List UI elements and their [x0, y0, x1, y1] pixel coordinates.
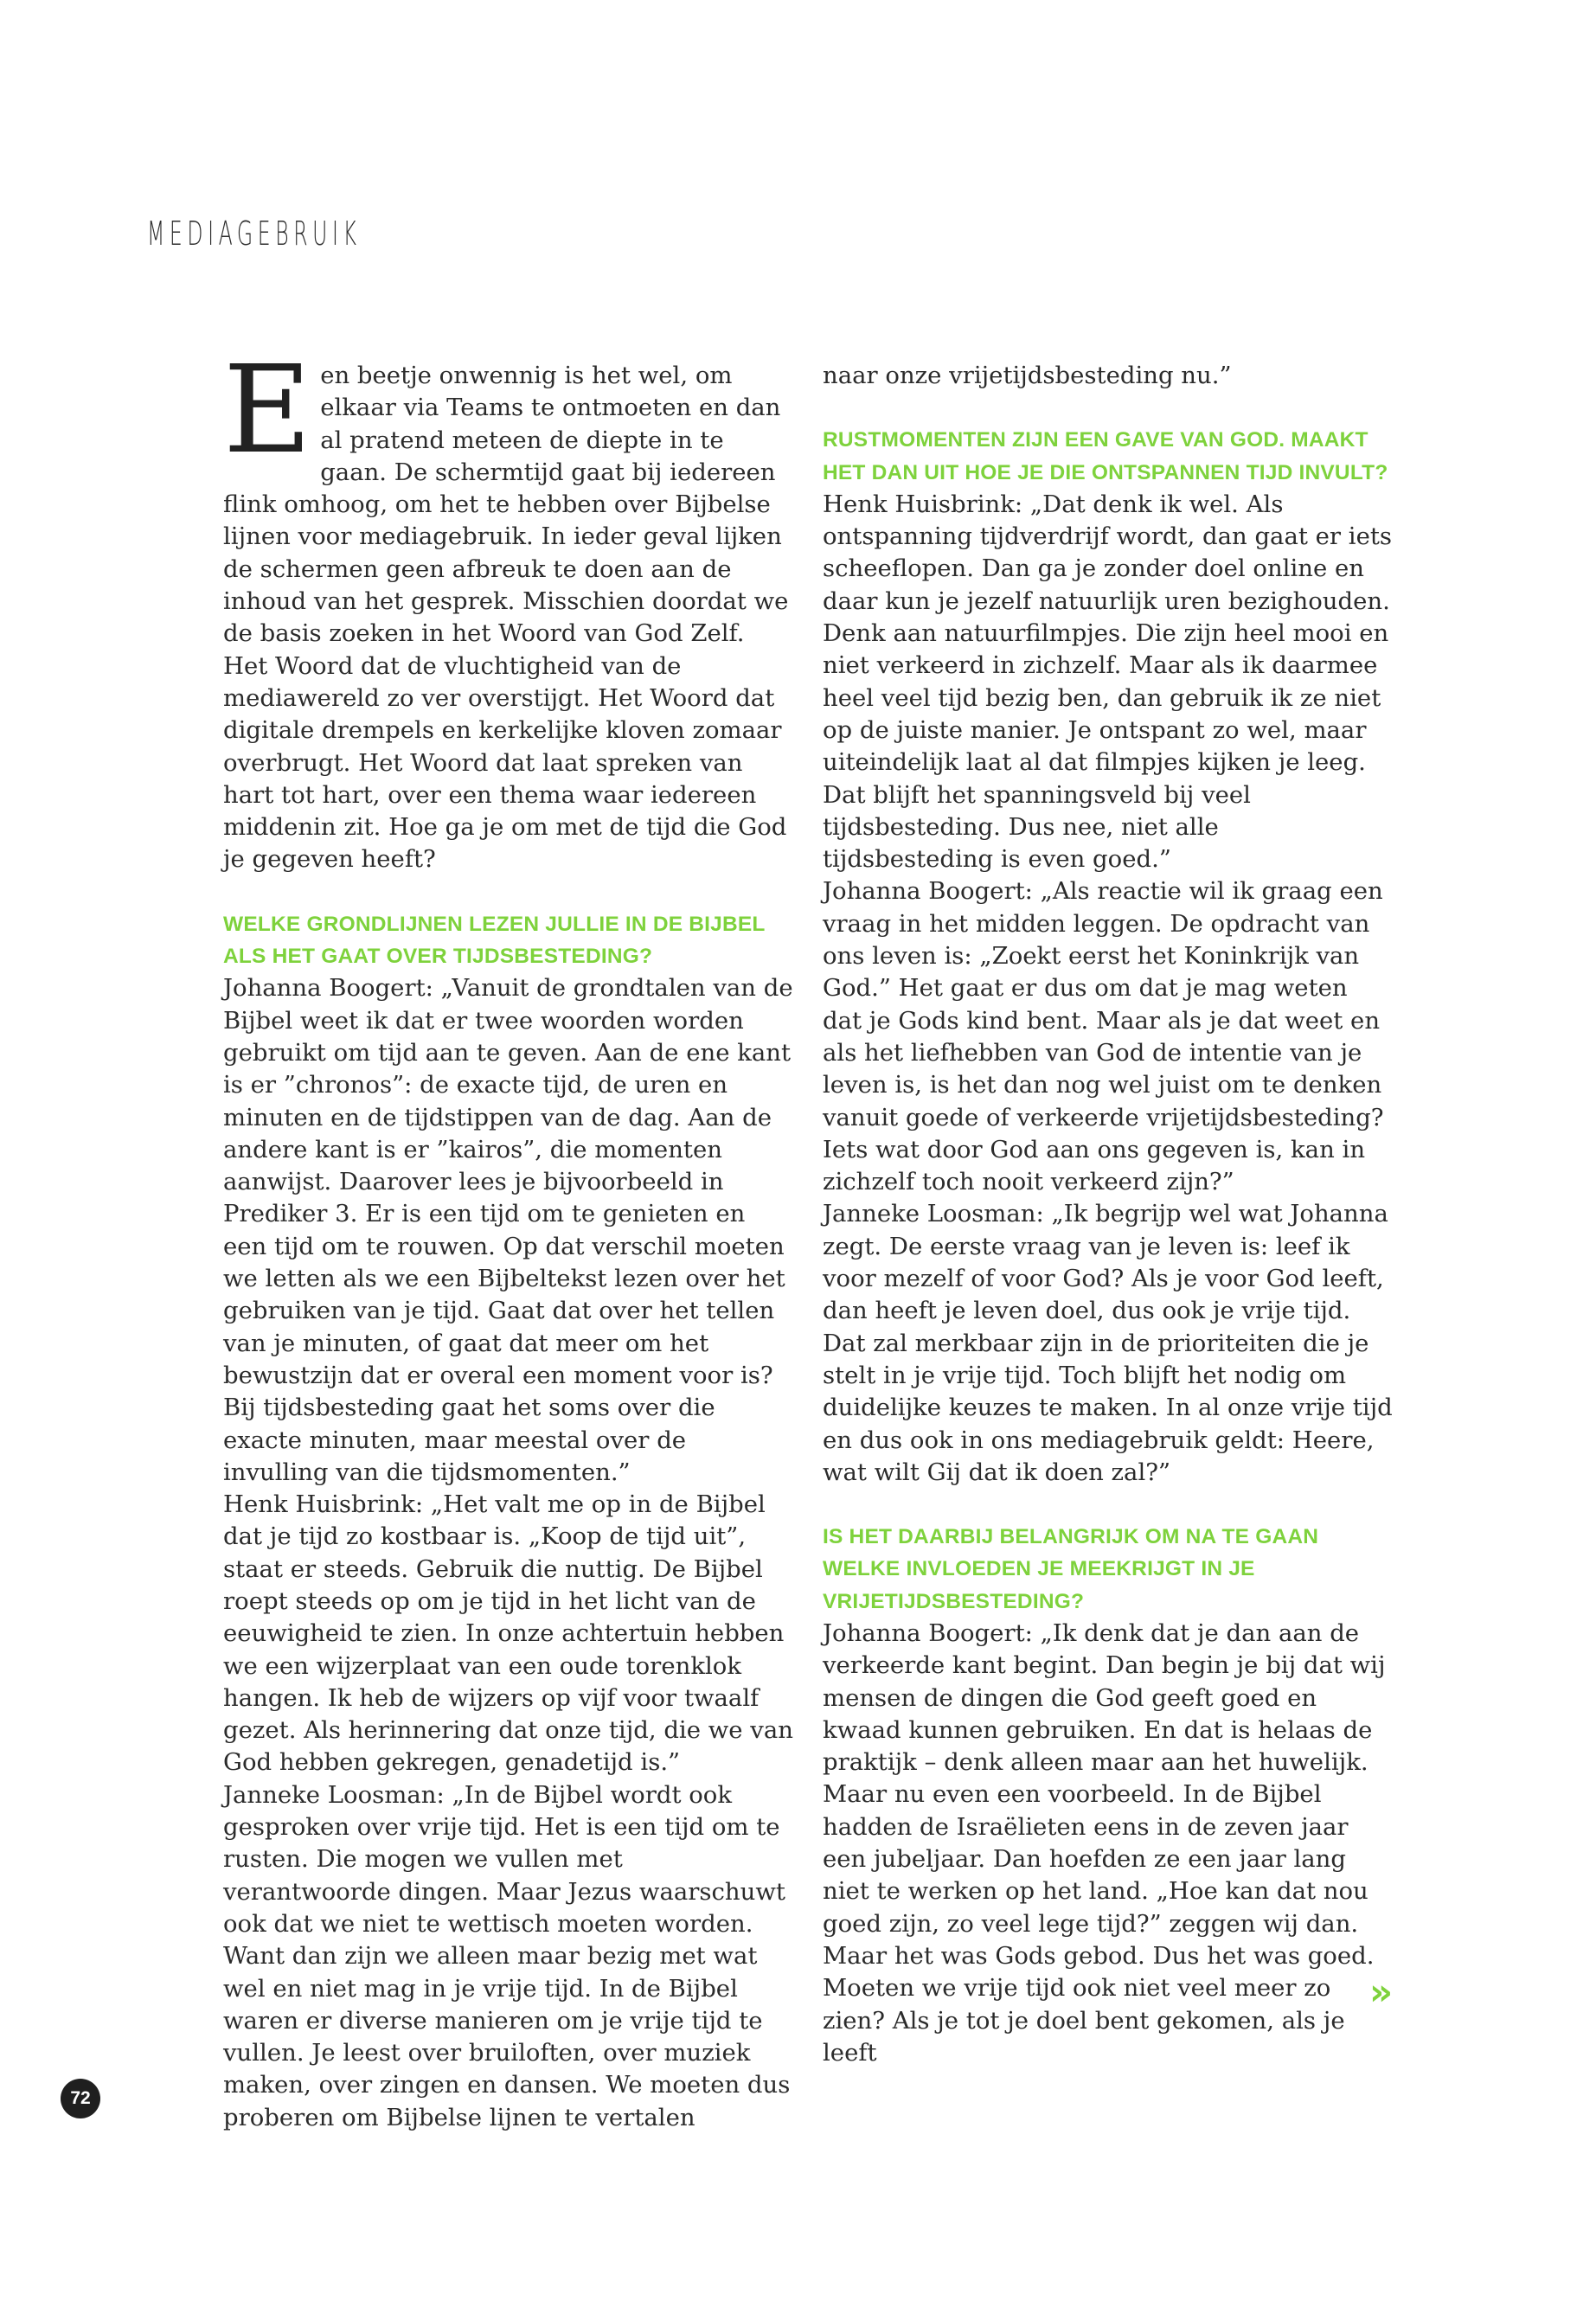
question-heading-3: IS HET DAARBIJ BELANGRIJK OM NA TE GAAN WELKE INVLOEDEN JE MEEKRIJGT IN JE VRIJETIJDSBESTEDING? [823, 1525, 1319, 1613]
answer-johanna-1: Johanna Boogert: „Vanuit de grondtalen van de Bijbel weet ik dat er twee woorden worden gebruikt om tijd aan te geven. Aan de ene kant is er ”chronos”: de exacte tijd, de uren en minuten en de tijdstippen van de dag. Aan de andere kant is er ”kairos”, die momenten aanwijst. Daarover lees je bijvoorbeeld in Prediker 3. Er is een tijd om te genieten en een tijd om te rouwen. Op dat verschil moeten we letten als we een Bijbeltekst lezen over het gebruiken van je tijd. Gaat dat over het tellen van je minuten, of gaat dat meer om het bewustzijn dat er overal een moment voor is? Bij tijdsbesteding gaat het soms over die exacte minuten, maar meestal over de invulling van die tijdsmomenten.” [223, 974, 793, 1486]
continued-text: naar onze vrijetijdsbesteding nu.” [823, 362, 1232, 389]
continue-arrow-icon: » [1369, 1971, 1394, 2013]
answer-janneke-1: Janneke Loosman: „In de Bijbel wordt ook gesproken over vrije tijd. Het is een tijd om te rusten. Die mogen we vullen met verantwoorde dingen. Maar Jezus waarschuwt ook dat we niet te wettisch moeten worden. Want dan zijn we alleen maar bezig met wat wel en niet mag in je vrije tijd. In de Bijbel waren er diverse manieren om je vrije tijd te vullen. Je leest over bruiloften, over muziek maken, over zingen en dansen. We moeten dus proberen om Bijbelse lijnen te vertalen [223, 1780, 791, 2131]
section-title: MEDIAGEBRUIK [147, 215, 362, 253]
answer-johanna-2: Johanna Boogert: „Als reactie wil ik graag een vraag in het midden leggen. De opdracht van ons leven is: „Zoekt eerst het Koninkrijk van God.” Het gaat er dus om dat je mag weten dat je Gods kind bent. Maar als je dat weet en als het liefhebben van God de intentie van je leven is, is het dan nog wel juist om te denken vanuit goede of verkeerde vrijetijdsbesteding? Iets wat door God aan ons gegeven is, kan in zichzelf toch nooit verkeerd zijn?” [823, 877, 1384, 1196]
article-column-right [823, 360, 1394, 2069]
question-heading-2: RUSTMOMENTEN ZIJN EEN GAVE VAN GOD. MAAKT HET DAN UIT HOE JE DIE ONTSPANNEN TIJD INVULT? [823, 428, 1388, 484]
drop-cap: E [223, 340, 312, 481]
answer-johanna-3: Johanna Boogert: „Ik denk dat je dan aan de verkeerde kant begint. Dan begin je bij dat wij mensen de dingen die God geeft goed en kwaad kunnen gebruiken. En dat is helaas de praktijk – denk alleen maar aan het huwelijk. Maar nu even een voorbeeld. In de Bijbel hadden de Israëlieten eens in de zeven jaar een jubeljaar. Dan hoefden ze een jaar lang niet te werken op het land. „Hoe kan dat nou goed zijn, zo veel lege tijd?” zeggen wij dan. Maar het was Gods gebod. Dus het was goed. Moeten we vrije tijd ook niet veel meer zo zien? Als je tot je doel bent gekomen, als je leeft [823, 1618, 1386, 2067]
intro-text: en beetje onwennig is het wel, om elkaar via Teams te ontmoeten en dan al pratend meteen de diepte in te gaan. De schermtijd gaat bij iedereen flink omhoog, om het te hebben over Bijbelse lijnen voor mediagebruik. In ieder geval lijken de schermen geen afbreuk te doen aan de inhoud van het gesprek. Misschien doordat we de basis zoeken in het Woord van God Zelf. Het Woord dat de vluchtigheid van de mediawereld zo ver overstijgt. Het Woord dat digitale drempels en kerkelijke kloven zomaar overbrugt. Het Woord dat laat spreken van hart tot hart, over een thema waar iedereen middenin zit. Hoe ga je om met de tijd die God je gegeven heeft? [223, 362, 789, 874]
answer-janneke-2: Janneke Loosman: „Ik begrijp wel wat Johanna zegt. De eerste vraag van je leven is: leef ik voor mezelf of voor God? Als je voor God leeft, dan heeft je leven doel, dus ook je vrije tijd. Dat zal merkbaar zijn in de prioriteiten die je stelt in je vrije tijd. Toch blijft het nodig om duidelijke keuzes te maken. In al onze vrije tijd en dus ook in ons mediagebruik geldt: Heere, wat wilt Gij dat ik doen zal?” [823, 1200, 1393, 1486]
article-column-left [223, 340, 794, 2134]
question-heading-1: WELKE GRONDLIJNEN LEZEN JULLIE IN DE BIJBEL ALS HET GAAT OVER TIJDSBESTEDING? [223, 912, 766, 969]
answer-henk-1: Henk Huisbrink: „Het valt me op in de Bijbel dat je tijd zo kostbaar is. „Koop de tijd uit”, staat er steeds. Gebruik die nuttig. De Bijbel roept steeds op om je tijd in het licht van de eeuwigheid te zien. In onze achtertuin hebben we een wijzerplaat van een oude torenklok hangen. Ik heb de wijzers op vijf voor twaalf gezet. Als herinnering dat onze tijd, die we van God hebben gekregen, genadetijd is.” [223, 1490, 793, 1777]
intro-paragraph [223, 340, 794, 876]
answer-henk-2: Henk Huisbrink: „Dat denk ik wel. Als ontspanning tijdverdrijf wordt, dan gaat er iets scheeflopen. Dan ga je zonder doel online en daar kun je jezelf natuurlijk uren bezighouden. Denk aan natuurfilmpjes. Die zijn heel mooi en niet verkeerd in zichzelf. Maar als ik daarmee heel veel tijd bezig ben, dan gebruik ik ze niet op de juiste manier. Je ontspant zo wel, maar uiteindelijk laat al dat filmpjes kijken je leeg. Dat blijft het spanningsveld bij veel tijdsbesteding. Dus nee, niet alle tijdsbesteding is even goed.” [823, 490, 1393, 874]
page-number: 72 [61, 2079, 100, 2118]
